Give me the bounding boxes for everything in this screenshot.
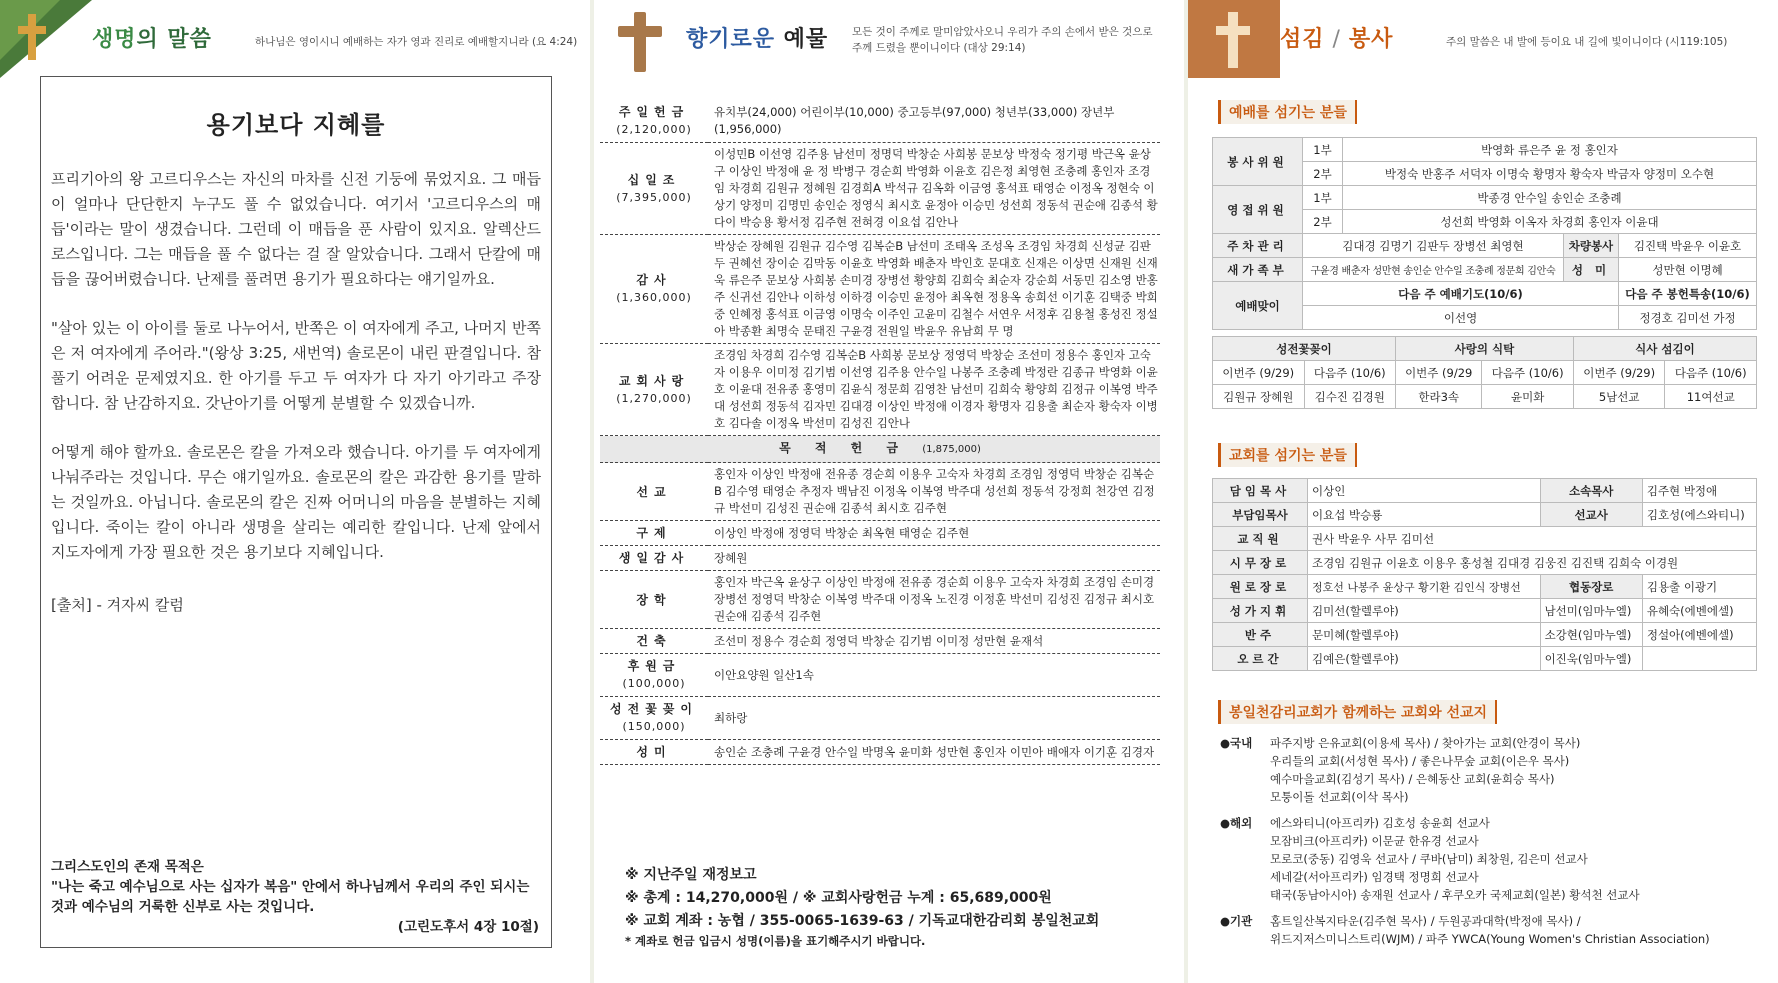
verse-ref: (고린도후서 4장 10절) <box>397 919 539 935</box>
panel-header <box>0 0 594 78</box>
section-title-church: 교회를 섬기는 분들 <box>1218 443 1357 467</box>
mission-group: ●국내 파주지방 은유교회(이용세 목사) / 찾아가는 교회(안경이 목사) 우리들의 교회(서성현 목사) / 좋은나무숲 교회(이은우 목사) 예수마을교회(김성기 목사) / 은혜동산 교회(윤희승 목사) 모퉁이돌 선교회(이삭 목사) <box>1220 736 1581 804</box>
offering-row: 성전꽃꽂이 (150,000) 최하랑 <box>600 697 1160 740</box>
cross-photo-icon <box>1188 0 1280 78</box>
mission-group: ●기관 홈트일산복지타운(김주현 목사) / 두원공과대학(박정애 목사) / 위드지저스미니스트리(WJM) / 파주 YWCA(Young Women's Christian Association) <box>1220 914 1710 946</box>
paragraph: 어떻게 해야 할까요. 솔로몬은 칼을 가져오라 했습니다. 아기를 두 여자에게 나눠주라는 것입니다. 무슨 얘기일까요. 솔로몬의 칼은 과감한 용기를 말하는 것일까요. 아닙니다. 솔로몬의 칼은 진짜 어머니의 마음을 분별하는 지혜입니다. 죽이는 칼이 아니라 생명을 살리는 예리한 칼입니다. 난제 앞에서 지도자에게 가장 필요한 것은 용기보다 지혜입니다. <box>51 443 541 561</box>
section-title-worship: 예배를 섬기는 분들 <box>1218 100 1357 124</box>
column-box <box>40 76 552 948</box>
header-verse: 하나님은 영이시니 예배하는 자가 영과 진리로 예배할지니라 (요 4:24) <box>255 36 578 48</box>
offering-row: 생일감사 장혜원 <box>600 546 1160 571</box>
column-heading: 용기보다 지혜를 <box>206 111 386 139</box>
offering-row: 선교 홍인자 이상인 박정애 전유종 경순희 이용우 고숙자 차경희 조경임 정영덕 박창순 김복순B 김수영 태영순 추정자 백남진 이정옥 이복영 박주대 성선희 정동석 강정희 천강연 김정규 박선미 김성진 권순애 김종석 최시호 김주현 <box>600 463 1160 521</box>
offering-row: 후원금 (100,000) 이안요양원 일산1속 <box>600 654 1160 697</box>
offering-row: 십일조 (7,395,000) 이성민B 이선영 김주용 남선미 정명덕 박창순 사희봉 문보상 박정숙 정기평 박근옥 윤상구 이상인 박정애 윤 정 박병구 경순희 박영화 이윤호 김은정 최영현 조충례 홍인자 조경임 차경희 김원규 정혜원 김경희A 박석규 김옥화 이금영 홍석표 태영순 이정옥 정현숙 이상기 양정미 김명민 송인순 정영식 최시호 윤정아 이승민 성선희 정동석 권순애 김종석 황다이 박승용 황서정 김주현 전혀경 이요섭 김안나 <box>600 143 1160 235</box>
paragraph: 프리기아의 왕 고르디우스는 자신의 마차를 신전 기둥에 묶었지요. 그 매듭이 얼마나 단단한지 누구도 풀 수 없었습니다. 여기서 '고르디우스의 매듭'이라는 말이 생겼습니다. 그런데 이 매듭을 푼 사람이 있지요. 알렉산드로스입니다. 그는 매듭을 풀 수 없다는 걸 잘 알았습니다. 그래서 단칼에 매듭을 끊어버렸습니다. 난제를 풀려면 용기가 필요하다는 얘기일까요. <box>51 170 541 288</box>
church-staff-table: 담임목사 이상인 소속목사 김주현 박정애 부담임목사 이요섭 박승룡 선교사 김호성(에스와티니) 교직원 권사 박윤우 사무 김미선 시무장로 조경임 김원규 이윤호 이용우 홍성철 김대경 김웅진 김진택 김희숙 이경원 원로장로 정호선 나봉주 윤상구 황기환 김인식 장병선 협동장로 김용출 이광기 성가지휘 김미선(할렐루야) 남선미(임마누엘) 유혜숙(에벤에셀) 반주 문미혜(할렐루야) 소강현(임마누엘) 정설아(에벤에셀) 오르간 김예은(할렐루야) 이진욱(임마누엘) <box>1212 478 1757 671</box>
offering-row: 주일헌금 (2,120,000) 유치부(24,000) 어린이부(10,000) 중고등부(97,000) 청년부(33,000) 장년부(1,956,000) <box>600 100 1160 143</box>
offering-row: 구제 이상인 박정애 정영덕 박창순 최옥현 태영순 김주현 <box>600 521 1160 546</box>
designated-offering-band: 목 적 헌 금 (1,875,000) <box>600 436 1160 463</box>
offering-row: 교회사랑 (1,270,000) 조경임 차경희 김수영 김복순B 사희봉 문보상 정영덕 박창순 조선미 정용수 홍인자 고숙자 이용우 이미정 김기범 이선영 김주용 안수일 나봉주 조충례 박정란 김종규 박영화 이윤호 이윤대 전유종 홍영미 김윤식 정문희 김영찬 남선미 김희숙 황양희 김정규 이복영 박주대 성선희 정동석 김자민 김대경 이상인 박정애 이경자 황명자 김용출 최순자 황숙자 이병호 김다솔 이정옥 박선미 김성진 김안나 <box>600 344 1160 436</box>
cross-tree-icon <box>0 0 92 78</box>
column-body <box>51 167 541 618</box>
offering-row: 건축 조선미 정용수 경순희 정영덕 박창순 김기범 이미정 성만현 윤재석 <box>600 629 1160 654</box>
offering-row: 장학 홍인자 박근옥 윤상구 이상인 박정애 전유종 경순희 이용우 고숙자 차경희 조경임 손미경 장병선 정영덕 박창순 이복영 박주대 이정옥 노진경 이정훈 박선미 김성진 김정규 최시호 권순애 김종석 김주현 <box>600 571 1160 629</box>
header-verse: 주의 말씀은 내 발에 등이요 내 길에 빛이니이다 (시119:105) <box>1446 36 1728 48</box>
fellowship-table: 성전꽃꽂이 사랑의 식탁 식사 섬김이 이번주 (9/29) 다음주 (10/6) 이번주 (9/29 다음주 (10/6) 이번주 (9/29) 다음주 (10/6) 김원규 장혜원 김수진 김경원 한라3속 윤미화 5남선교 11여선교 <box>1212 336 1757 409</box>
page-title: 생명의 말씀 <box>92 27 212 52</box>
page-title: 향기로운 예물 <box>686 27 829 52</box>
offering-row: 감사 (1,360,000) 박상순 장혜원 김원규 김수영 김복순B 남선미 조태옥 조성옥 조경임 차경희 신성균 김판두 권혜선 장이순 김막동 이윤호 박영화 배춘자 박인호 문대호 신재은 이상면 신재원 신재욱 류은주 문보상 사희봉 손미경 장병선 황양희 김희숙 최순자 강순희 서동민 김소영 반홍주 신귀선 김안나 이하성 이하경 이승민 윤정아 최옥현 정용옥 송희선 이기훈 김택중 박희중 인혜정 홍석표 이금영 이명숙 이주인 고윤미 김철수 서연우 서정후 김용철 홍성진 정설아 박종환 최명숙 문태진 구윤경 전원일 박윤우 유남희 무 명 <box>600 235 1160 344</box>
source: [출처] - 겨자씨 칼럼 <box>51 596 184 614</box>
wooden-cross-icon <box>594 0 686 78</box>
paragraph: "살아 있는 이 아이를 둘로 나누어서, 반쪽은 이 여자에게 주고, 나머지 반쪽은 저 여자에게 주어라."(왕상 3:25, 새번역) 솔로몬이 내린 판결입니다. 참 풀기 어려운 문제였지요. 한 아기를 두고 두 여자가 다 자기 아기라고 주장합니다. 참 난감하지요. 갓난아기를 어떻게 분별할 수 있겠습니까. <box>51 319 541 412</box>
purpose-statement: 그리스도인의 존재 목적은 "나는 죽고 예수님으로 사는 십자가 복음" 안에서 하나님께서 우리의 주인 되시는 것과 예수님의 거룩한 신부로 사는 것입니다. (고린도후서 4장 10절) <box>51 857 547 937</box>
worship-servers-table: 봉사위원 1부 박영화 류은주 윤 정 홍인자 2부 박정숙 반홍주 서덕자 이명숙 황명자 황숙자 박금자 양정미 오수현 영접위원 1부 박종경 안수일 송인순 조충례 2부 성선희 박영화 이옥자 차경희 홍인자 이윤대 주차관리 김대경 김명기 김판두 장병선 최영현 차량봉사 김진택 박윤우 이윤호 새가족부 구윤경 배춘자 성만현 송인순 안수일 조충례 정문희 김안숙 성 미 성만현 이명혜 예배맞이 다음 주 예배기도(10/6) 다음 주 봉헌특송(10/6) 이선영 정경호 김미선 가정 <box>1212 137 1757 330</box>
offering-row: 성미 송인순 조충례 구윤경 안수일 박명옥 윤미화 성만현 홍인자 이민아 배애자 이기훈 김경자 <box>600 740 1160 765</box>
page-title: 섬김 / 봉사 <box>1280 27 1394 52</box>
mission-group: ●해외 에스와티니(아프리카) 김호성 송윤희 선교사 모잠비크(아프리카) 이문균 한유경 선교사 모로코(중동) 김영욱 선교사 / 쿠바(남미) 최창원, 김은미 선교사 세네갈(서아프리카) 임경택 정명희 선교사 태국(동남아시아) 송재원 선교사 / 후쿠오카 국제교회(일본) 황석천 선교사 <box>1220 816 1640 902</box>
missions-list <box>1220 734 1770 956</box>
offering-list <box>600 100 1160 765</box>
section-title-missions: 봉일천감리교회가 함께하는 교회와 선교지 <box>1218 700 1497 724</box>
panel-word-of-life <box>0 0 594 983</box>
header-verse: 모든 것이 주께로 말미암았사오니 우리가 주의 손에서 받은 것으로 주께 드렸을 뿐이니이다 (대상 29:14) <box>852 26 1153 54</box>
panel-header <box>1188 0 1778 78</box>
finance-notes: ※ 지난주일 재정보고 ※ 총계 : 14,270,000원 / ※ 교회사랑헌금 누계 : 65,689,000원 ※ 교회 계좌 : 농협 / 355-0065-1639-63 / 기독교대한감리회 봉일천교회 * 계좌로 헌금 입금시 성명(이름)을 표기해주시기 바랍니다. <box>625 867 1100 948</box>
panel-header <box>594 0 1188 78</box>
